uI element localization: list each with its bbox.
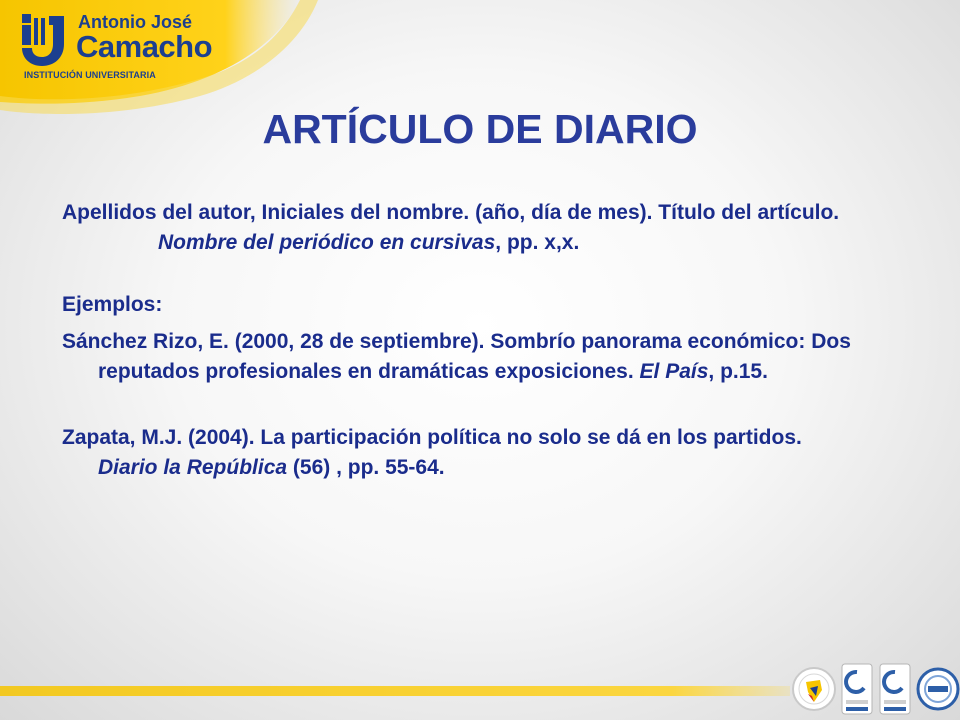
logo-name-line2: Camacho (76, 29, 213, 64)
format-text-end: , pp. x,x. (495, 231, 580, 254)
iso-seal-icon (880, 664, 910, 714)
example1-text: Sánchez Rizo, E. (2000, 28 de septiembre). Sombrío panorama económico: Dos reputados profesionales en dramáticas exposiciones. (62, 330, 851, 383)
example2-text-end: (56) , pp. 55-64. (287, 456, 445, 479)
slide-body (62, 198, 862, 483)
example2-italic: Diario la República (98, 456, 288, 479)
format-text: Apellidos del autor, Iniciales del nombre. (año, día de mes). Título del artículo. (62, 201, 840, 224)
format-italic: Nombre del periódico en cursivas (158, 231, 496, 254)
footer-yellow-bar (0, 676, 790, 704)
certification-seals (792, 658, 960, 720)
logo-mark-icon (22, 14, 64, 68)
iso-9001-seal-icon (842, 664, 872, 714)
accreditation-seal-icon (793, 668, 835, 710)
example1-text-end: , p.15. (708, 360, 768, 383)
citation-format (62, 198, 862, 258)
example-citation-2 (62, 423, 862, 483)
example1-italic: El País (639, 360, 709, 383)
slide-title: ARTÍCULO DE DIARIO (262, 106, 698, 152)
iqnet-seal-icon (918, 669, 958, 709)
example-citation-1 (62, 327, 862, 387)
example2-text: Zapata, M.J. (2004). La participación política no solo se dá en los partidos. (62, 426, 802, 449)
logo-subtitle: INSTITUCIÓN UNIVERSITARIA (24, 70, 156, 80)
institution-logo (22, 12, 213, 82)
examples-label: Ejemplos: (62, 293, 163, 316)
logo-name-line1: Antonio José (78, 12, 193, 32)
